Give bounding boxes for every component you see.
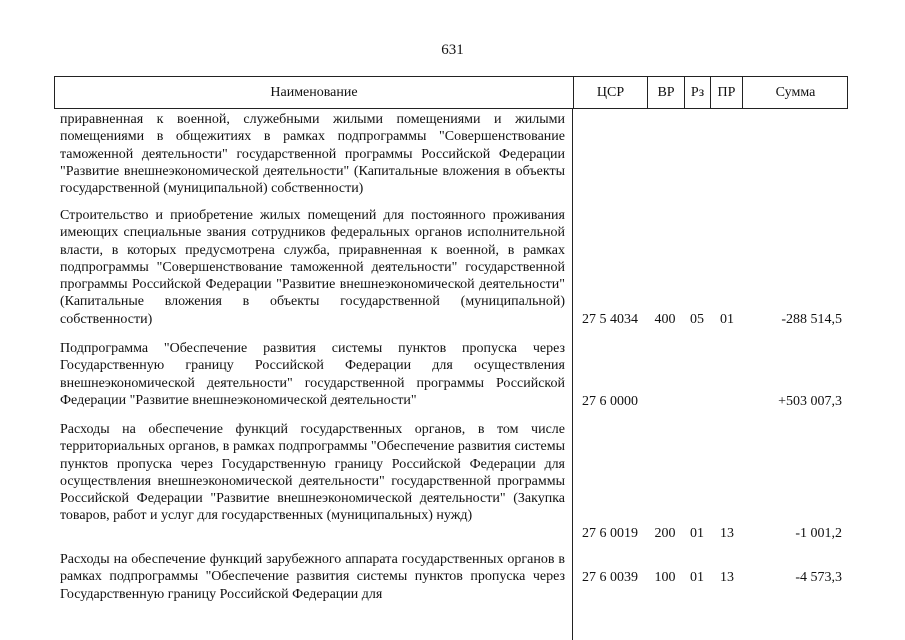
row-csr: 27 6 0000	[582, 393, 638, 409]
header-pr: ПР	[710, 77, 742, 108]
row-vr: 200	[654, 525, 676, 541]
row-pr: 13	[720, 525, 734, 541]
row-rz: 05	[690, 311, 704, 327]
row-vr: 400	[654, 311, 676, 327]
table-row	[54, 340, 848, 410]
row-name: приравненная к военной, служебными жилыми помещениями и жилыми помещениями в общежитиях в рамках подпрограммы "Совершенствование таможенной деятельности" государственной программы Российской Федерации "Развитие внешнеэкономической деятельности" (Капитальные вложения в объекты государственной (муниципальной) собственности)	[60, 112, 565, 197]
row-csr: 27 6 0039	[582, 569, 638, 585]
row-sum: -1 001,2	[795, 525, 842, 541]
row-sum: -288 514,5	[781, 311, 842, 327]
row-sum: -4 573,3	[795, 569, 842, 585]
row-vr: 100	[654, 569, 676, 585]
table-row	[54, 207, 848, 328]
table-header	[54, 76, 848, 109]
row-csr: 27 5 4034	[582, 311, 638, 327]
header-rz: Рз	[684, 77, 710, 108]
row-name: Расходы на обеспечение функций государственных органов, в том числе территориальных органов, в рамках подпрограммы "Обеспечение развития системы пунктов пропуска через Государственную границу Российской Федерации для осуществления внешнеэкономической деятельности" государственной программы Российской Федерации "Развитие внешнеэкономической деятельности" (Закупка товаров, работ и услуг для государственных (муниципальных) нужд)	[60, 422, 565, 524]
budget-table	[54, 76, 849, 640]
row-pr: 01	[720, 311, 734, 327]
row-name: Строительство и приобретение жилых помещений для постоянного проживания имеющих специальные звания сотрудников федеральных органов исполнительной власти, в которых предусмотрена служба, приравненная к военной, в рамках подпрограммы "Совершенствование таможенной деятельности" государственной программы Российской Федерации "Развитие внешнеэкономической деятельности" (Капитальные вложения в объекты государственной (муниципальной) собственности)	[60, 208, 565, 327]
row-sum: +503 007,3	[778, 393, 842, 409]
row-name: Подпрограмма "Обеспечение развития системы пунктов пропуска через Государственную границу Российской Федерации для осуществления внешнеэкономической деятельности" государственной программы Российской Федерации "Развитие внешнеэкономической деятельности"	[60, 341, 565, 408]
header-csr: ЦСР	[573, 77, 647, 108]
row-csr: 27 6 0019	[582, 525, 638, 541]
table-row	[54, 551, 848, 603]
row-rz: 01	[690, 569, 704, 585]
row-pr: 13	[720, 569, 734, 585]
header-sum: Сумма	[742, 77, 848, 108]
row-rz: 01	[690, 525, 704, 541]
row-name: Расходы на обеспечение функций зарубежного аппарата государственных органов в рамках подпрограммы "Обеспечение развития системы пунктов пропуска через Государственную границу Российской Федерации для	[60, 552, 565, 602]
header-name: Наименование	[270, 85, 358, 100]
page-number: 631	[441, 42, 464, 58]
table-row	[54, 421, 848, 542]
header-vr: ВР	[647, 77, 684, 108]
table-row	[54, 111, 848, 197]
